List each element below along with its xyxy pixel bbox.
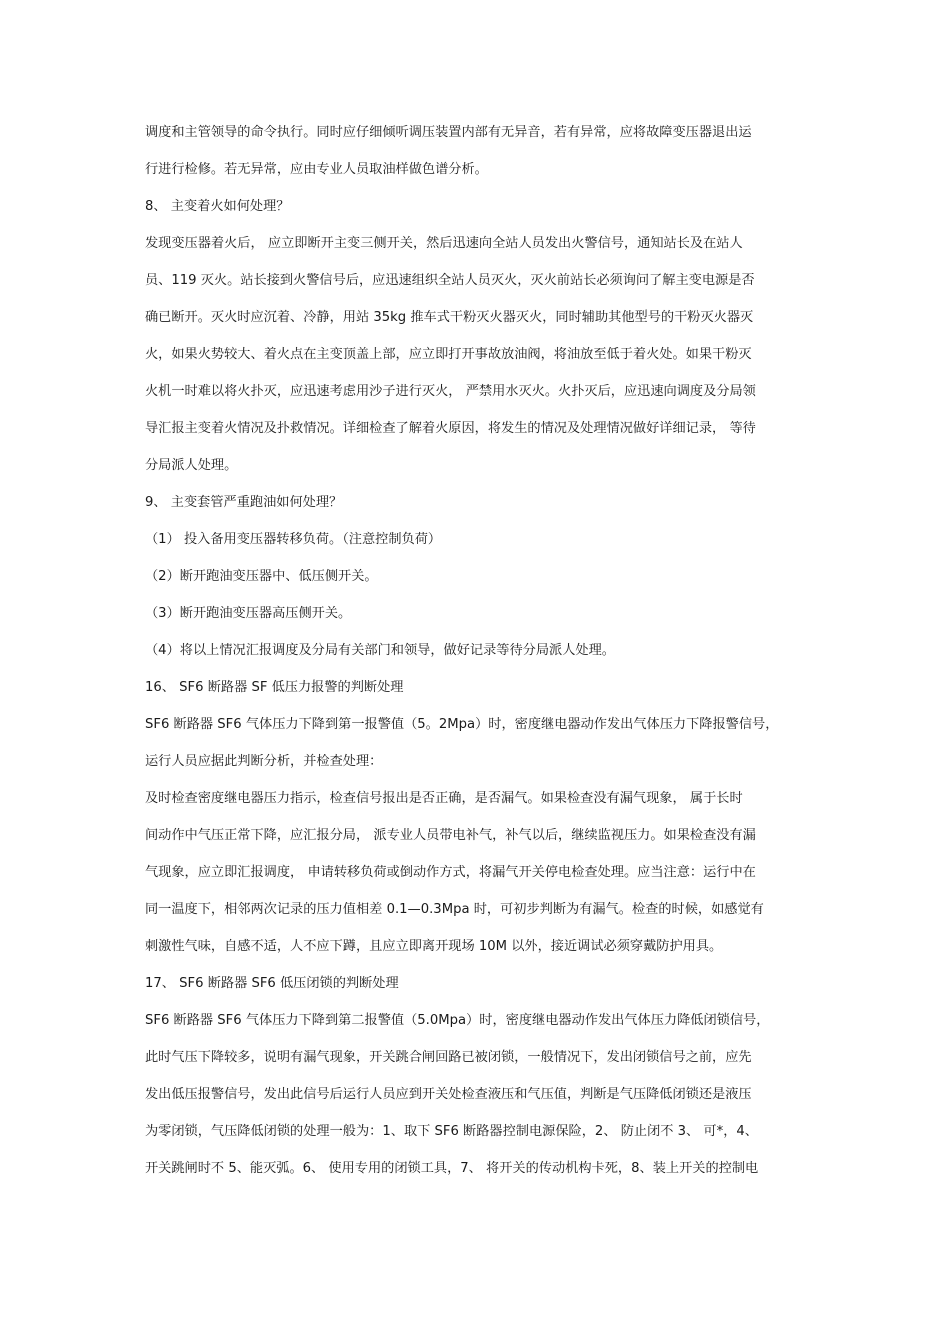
paragraph-line: 火机一时难以将火扑灭，应迅速考虑用沙子进行灭火， 严禁用水灭火。火扑灭后，应迅速向调度及分局领 [145,384,756,399]
paragraph-line: 同一温度下，相邻两次记录的压力值相差 0.1—0.3Mpa 时，可初步判断为有漏气。检查的时候，如感觉有 [145,902,764,917]
paragraph-line: 确已断开。灭火时应沉着、冷静，用站 35kg 推车式干粉灭火器灭火，同时辅助其他型号的干粉灭火器灭 [145,310,754,325]
paragraph-line: 分局派人处理。 [145,458,238,473]
paragraph-line: SF6 断路器 SF6 气体压力下降到第二报警值（5.0Mpa）时，密度继电器动作发出气体压力降低闭锁信号， [145,1013,770,1028]
section-heading-17: 17、 SF6 断路器 SF6 低压闭锁的判断处理 [145,976,399,991]
paragraph-line: 火，如果火势较大、着火点在主变顶盖上部，应立即打开事故放油阀，将油放至低于着火处。如果干粉灭 [145,347,752,362]
paragraph-line: 发现变压器着火后， 应立即断开主变三侧开关，然后迅速向全站人员发出火警信号，通知站长及在站人 [145,236,743,251]
paragraph-line: 此时气压下降较多，说明有漏气现象，开关跳合闸回路已被闭锁，一般情况下，发出闭锁信号之前，应先 [145,1050,752,1065]
paragraph-line: 发出低压报警信号，发出此信号后运行人员应到开关处检查液压和气压值，判断是气压降低闭锁还是液压 [145,1087,752,1102]
paragraph-line: 开关跳闸时不 5、能灭弧。6、 使用专用的闭锁工具，7、 将开关的传动机构卡死，8、装上开关的控制电 [145,1161,759,1176]
paragraph-line: 行进行检修。若无异常，应由专业人员取油样做色谱分析。 [145,162,488,177]
paragraph-line: 刺激性气味，自感不适，人不应下蹲，且应立即离开现场 10M 以外，接近调试必须穿戴防护用具。 [145,939,723,954]
paragraph-line: 气现象，应立即汇报调度， 申请转移负荷或倒动作方式，将漏气开关停电检查处理。应当注意：运行中在 [145,865,756,880]
paragraph-line: 间动作中气压正常下降，应汇报分局， 派专业人员带电补气，补气以后，继续监视压力。如果检查没有漏 [145,828,756,843]
paragraph-line: SF6 断路器 SF6 气体压力下降到第一报警值（5。2Mpa）时，密度继电器动作发出气体压力下降报警信号， [145,717,779,732]
paragraph-line: 员、119 灭火。站长接到火警信号后，应迅速组织全站人员灭火，灭火前站长必须询问了解主变电源是否 [145,273,755,288]
document-body [145,124,810,1178]
list-item: （2）断开跑油变压器中、低压侧开关。 [145,569,378,584]
paragraph-line: 及时检查密度继电器压力指示，检查信号报出是否正确，是否漏气。如果检查没有漏气现象， 属于长时 [145,791,743,806]
list-item: （3）断开跑油变压器高压侧开关。 [145,606,352,621]
section-heading-8: 8、 主变着火如何处理？ [145,199,290,214]
paragraph-line: 为零闭锁，气压降低闭锁的处理一般为：1、取下 SF6 断路器控制电源保险，2、 防止闭不 3、 可*，4、 [145,1124,758,1139]
paragraph-line: 导汇报主变着火情况及扑救情况。详细检查了解着火原因，将发生的情况及处理情况做好详细记录， 等待 [145,421,756,436]
section-heading-9: 9、 主变套管严重跑油如何处理？ [145,495,343,510]
paragraph-line: 运行人员应据此判断分析，并检查处理： [145,754,383,769]
paragraph-line: 调度和主管领导的命令执行。同时应仔细倾听调压装置内部有无异音，若有异常，应将故障变压器退出运 [145,125,752,140]
list-item: （1） 投入备用变压器转移负荷。（注意控制负荷） [145,532,442,547]
list-item: （4）将以上情况汇报调度及分局有关部门和领导，做好记录等待分局派人处理。 [145,643,615,658]
section-heading-16: 16、 SF6 断路器 SF 低压力报警的判断处理 [145,680,404,695]
